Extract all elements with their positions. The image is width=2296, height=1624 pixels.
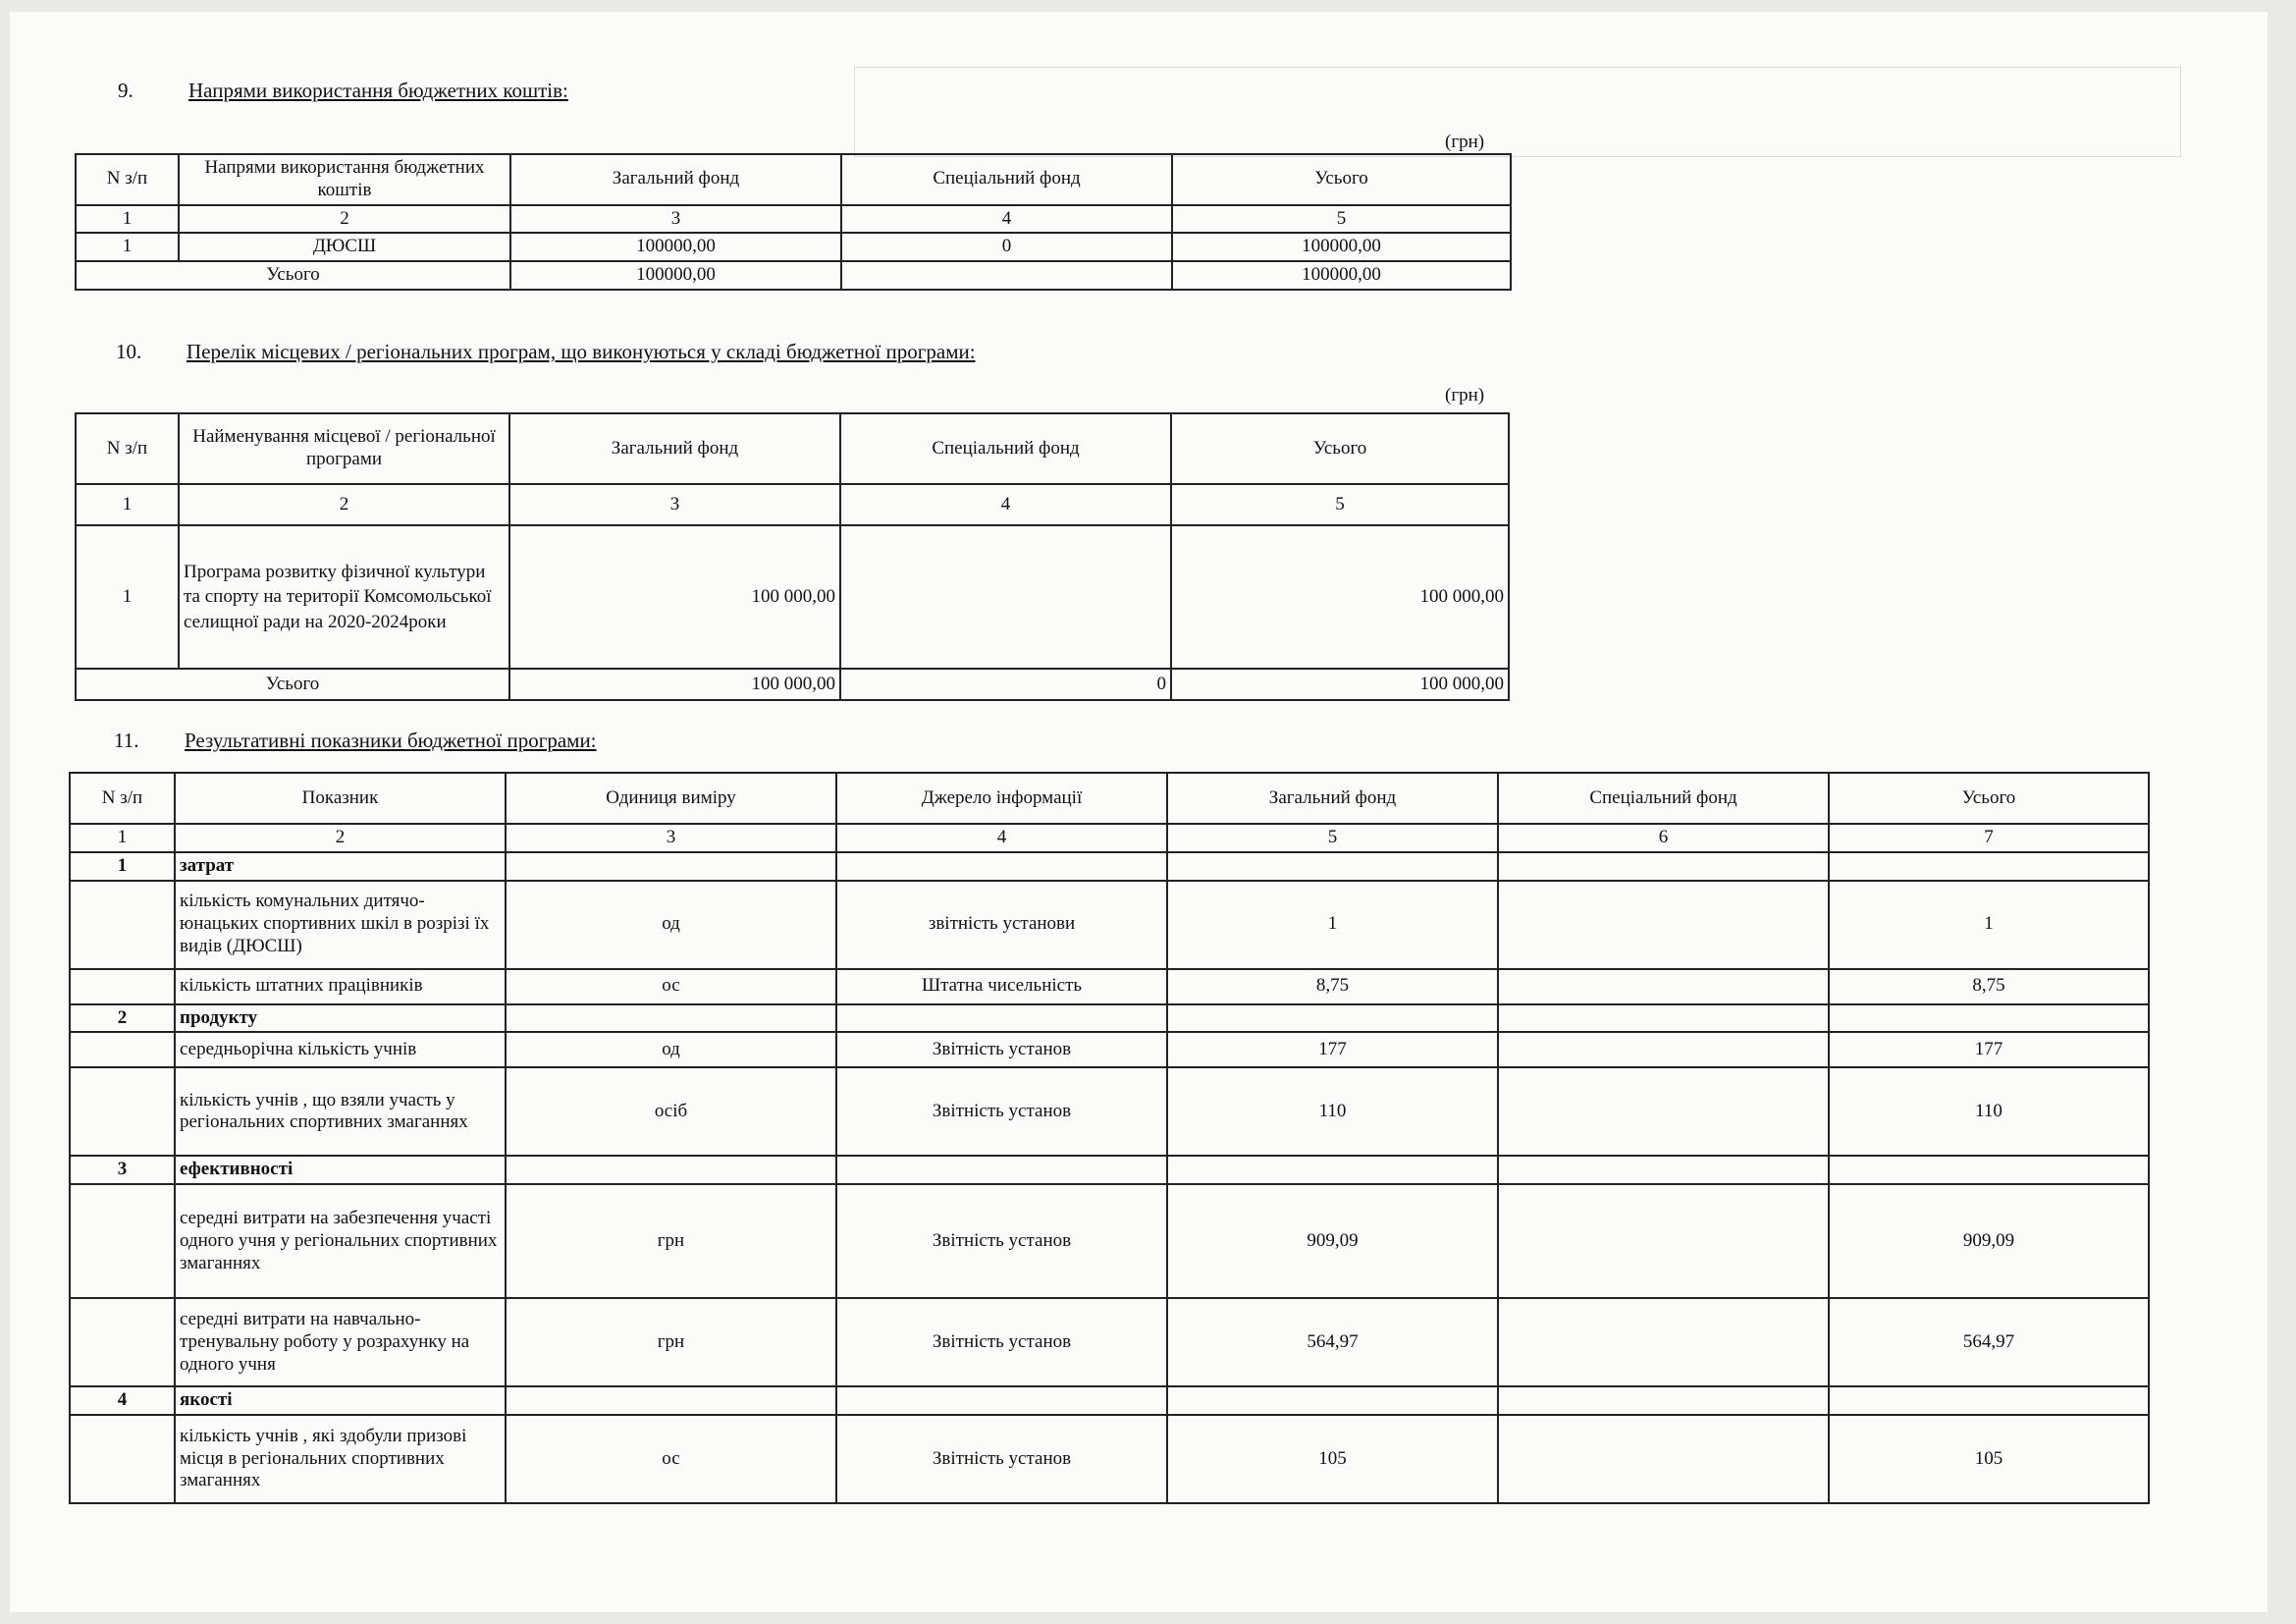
cell-special-fund xyxy=(1498,1184,1829,1298)
group-row xyxy=(70,852,2149,881)
cell-unit: ос xyxy=(506,1415,836,1503)
total-label: Усього xyxy=(76,669,509,700)
bleed-through-box xyxy=(854,67,2181,157)
cell-unit: осіб xyxy=(506,1067,836,1156)
cell-total: 105 xyxy=(1829,1415,2149,1503)
col-index: 3 xyxy=(506,824,836,852)
col-header: Показник xyxy=(175,773,506,824)
col-index: 4 xyxy=(841,205,1172,234)
col-header: Спеціальний фонд xyxy=(841,154,1172,205)
table-row xyxy=(70,1032,2149,1067)
col-header: Усього xyxy=(1829,773,2149,824)
cell-general-fund: 110 xyxy=(1167,1067,1498,1156)
col-header: Найменування місцевої / регіональної програми xyxy=(179,413,509,484)
table-row xyxy=(76,233,1511,261)
group-number: 4 xyxy=(70,1386,175,1415)
section-number: 10. xyxy=(116,340,142,363)
section-number: 9. xyxy=(118,79,133,102)
section-9-title xyxy=(118,79,568,103)
cell-unit: ос xyxy=(506,969,836,1004)
cell-direction: ДЮСШ xyxy=(179,233,510,261)
col-index: 2 xyxy=(175,824,506,852)
col-index: 3 xyxy=(510,205,841,234)
cell-total: 100 000,00 xyxy=(1171,525,1509,669)
col-index: 5 xyxy=(1171,484,1509,525)
total-row xyxy=(76,261,1511,290)
group-row xyxy=(70,1386,2149,1415)
cell-general-fund: 8,75 xyxy=(1167,969,1498,1004)
cell-number xyxy=(70,1415,175,1503)
group-number: 3 xyxy=(70,1156,175,1184)
cell-number xyxy=(70,881,175,969)
table-header-row xyxy=(76,413,1509,484)
group-row xyxy=(70,1156,2149,1184)
column-index-row xyxy=(76,484,1509,525)
col-header: Усього xyxy=(1172,154,1511,205)
section-11-title xyxy=(114,729,597,753)
cell-source: Звітність установ xyxy=(836,1415,1167,1503)
col-index: 7 xyxy=(1829,824,2149,852)
col-index: 4 xyxy=(840,484,1171,525)
column-index-row xyxy=(70,824,2149,852)
col-index: 2 xyxy=(179,484,509,525)
col-index: 5 xyxy=(1167,824,1498,852)
cell-indicator: середні витрати на навчально-тренувальну роботу у розрахунку на одного учня xyxy=(175,1298,506,1386)
cell-source: Звітність установ xyxy=(836,1298,1167,1386)
table-row xyxy=(70,969,2149,1004)
cell-indicator: кількість учнів , що взяли участь у регіональних спортивних змаганнях xyxy=(175,1067,506,1156)
cell-special-fund xyxy=(1498,1032,1829,1067)
cell-general-fund: 177 xyxy=(1167,1032,1498,1067)
cell-unit: од xyxy=(506,881,836,969)
cell-program-name: Програма розвитку фізичної культури та спорту на території Комсомольської селищної ради на 2020-2024роки xyxy=(179,525,509,669)
local-programs-table xyxy=(75,412,1510,701)
cell-total: 177 xyxy=(1829,1032,2149,1067)
section-number: 11. xyxy=(114,729,139,752)
section-heading: Перелік місцевих / регіональних програм, що виконуються у складі бюджетної програми: xyxy=(187,340,976,363)
cell-special-fund xyxy=(1498,1415,1829,1503)
total-all: 100000,00 xyxy=(1172,261,1511,290)
total-special-fund xyxy=(841,261,1172,290)
cell-unit: грн xyxy=(506,1184,836,1298)
cell-source: Звітність установ xyxy=(836,1067,1167,1156)
col-index: 3 xyxy=(509,484,840,525)
cell-source: звітність установи xyxy=(836,881,1167,969)
cell-indicator: середньорічна кількість учнів xyxy=(175,1032,506,1067)
bleed-through-text xyxy=(1708,228,1713,250)
unit-label: (грн) xyxy=(1445,132,1485,152)
cell-special-fund xyxy=(1498,969,1829,1004)
col-header: Загальний фонд xyxy=(510,154,841,205)
cell-indicator: середні витрати на забезпечення участі одного учня у регіональних спортивних змаганнях xyxy=(175,1184,506,1298)
col-header: Спеціальний фонд xyxy=(840,413,1171,484)
cell-source: Звітність установ xyxy=(836,1184,1167,1298)
col-header: Усього xyxy=(1171,413,1509,484)
cell-number xyxy=(70,1184,175,1298)
column-index-row xyxy=(76,205,1511,234)
col-header: N з/п xyxy=(76,154,179,205)
total-general-fund: 100000,00 xyxy=(510,261,841,290)
cell-indicator: кількість штатних працівників xyxy=(175,969,506,1004)
cell-unit: грн xyxy=(506,1298,836,1386)
col-header: Загальний фонд xyxy=(1167,773,1498,824)
cell-indicator: кількість комунальних дитячо-юнацьких спортивних шкіл в розрізі їх видів (ДЮСШ) xyxy=(175,881,506,969)
cell-total: 1 xyxy=(1829,881,2149,969)
budget-directions-table xyxy=(75,153,1512,291)
cell-general-fund: 1 xyxy=(1167,881,1498,969)
table-header-row xyxy=(70,773,2149,824)
col-header: Напрями використання бюджетних коштів xyxy=(179,154,510,205)
cell-number: 1 xyxy=(76,233,179,261)
cell-general-fund: 909,09 xyxy=(1167,1184,1498,1298)
col-index: 5 xyxy=(1172,205,1511,234)
cell-special-fund xyxy=(1498,1298,1829,1386)
cell-total: 909,09 xyxy=(1829,1184,2149,1298)
group-row xyxy=(70,1004,2149,1033)
group-name: ефективності xyxy=(175,1156,506,1184)
col-header: Загальний фонд xyxy=(509,413,840,484)
cell-special-fund xyxy=(1498,881,1829,969)
cell-source: Звітність установ xyxy=(836,1032,1167,1067)
cell-general-fund: 564,97 xyxy=(1167,1298,1498,1386)
table-row xyxy=(70,1415,2149,1503)
col-index: 1 xyxy=(70,824,175,852)
performance-indicators-table xyxy=(69,772,2150,1504)
cell-total: 8,75 xyxy=(1829,969,2149,1004)
table-header-row xyxy=(76,154,1511,205)
table-row xyxy=(76,525,1509,669)
col-header: N з/п xyxy=(76,413,179,484)
cell-total: 110 xyxy=(1829,1067,2149,1156)
col-header: Одиниця виміру xyxy=(506,773,836,824)
col-header: Джерело інформації xyxy=(836,773,1167,824)
table-row xyxy=(70,1184,2149,1298)
col-header: Спеціальний фонд xyxy=(1498,773,1829,824)
document-page xyxy=(10,12,2268,1612)
total-general-fund: 100 000,00 xyxy=(509,669,840,700)
cell-unit: од xyxy=(506,1032,836,1067)
total-all: 100 000,00 xyxy=(1171,669,1509,700)
col-index: 4 xyxy=(836,824,1167,852)
table-row xyxy=(70,1067,2149,1156)
cell-general-fund: 105 xyxy=(1167,1415,1498,1503)
cell-general-fund: 100 000,00 xyxy=(509,525,840,669)
group-name: продукту xyxy=(175,1004,506,1033)
cell-special-fund xyxy=(840,525,1171,669)
table-row xyxy=(70,881,2149,969)
group-number: 2 xyxy=(70,1004,175,1033)
table-row xyxy=(70,1298,2149,1386)
cell-number xyxy=(70,969,175,1004)
section-heading: Напрями використання бюджетних коштів: xyxy=(188,79,568,102)
col-index: 1 xyxy=(76,484,179,525)
cell-source: Штатна чисельність xyxy=(836,969,1167,1004)
total-row xyxy=(76,669,1509,700)
cell-number xyxy=(70,1032,175,1067)
section-heading: Результативні показники бюджетної програми: xyxy=(185,729,597,752)
group-name: затрат xyxy=(175,852,506,881)
total-special-fund: 0 xyxy=(840,669,1171,700)
cell-total: 564,97 xyxy=(1829,1298,2149,1386)
cell-number xyxy=(70,1067,175,1156)
col-index: 6 xyxy=(1498,824,1829,852)
total-label: Усього xyxy=(76,261,510,290)
cell-indicator: кількість учнів , які здобули призові місця в регіональних спортивних змаганнях xyxy=(175,1415,506,1503)
col-index: 1 xyxy=(76,205,179,234)
cell-number xyxy=(70,1298,175,1386)
group-name: якості xyxy=(175,1386,506,1415)
cell-special-fund xyxy=(1498,1067,1829,1156)
col-header: N з/п xyxy=(70,773,175,824)
group-number: 1 xyxy=(70,852,175,881)
section-10-title xyxy=(116,340,976,364)
cell-general-fund: 100000,00 xyxy=(510,233,841,261)
cell-special-fund: 0 xyxy=(841,233,1172,261)
unit-label: (грн) xyxy=(1445,385,1485,406)
cell-number: 1 xyxy=(76,525,179,669)
col-index: 2 xyxy=(179,205,510,234)
cell-total: 100000,00 xyxy=(1172,233,1511,261)
